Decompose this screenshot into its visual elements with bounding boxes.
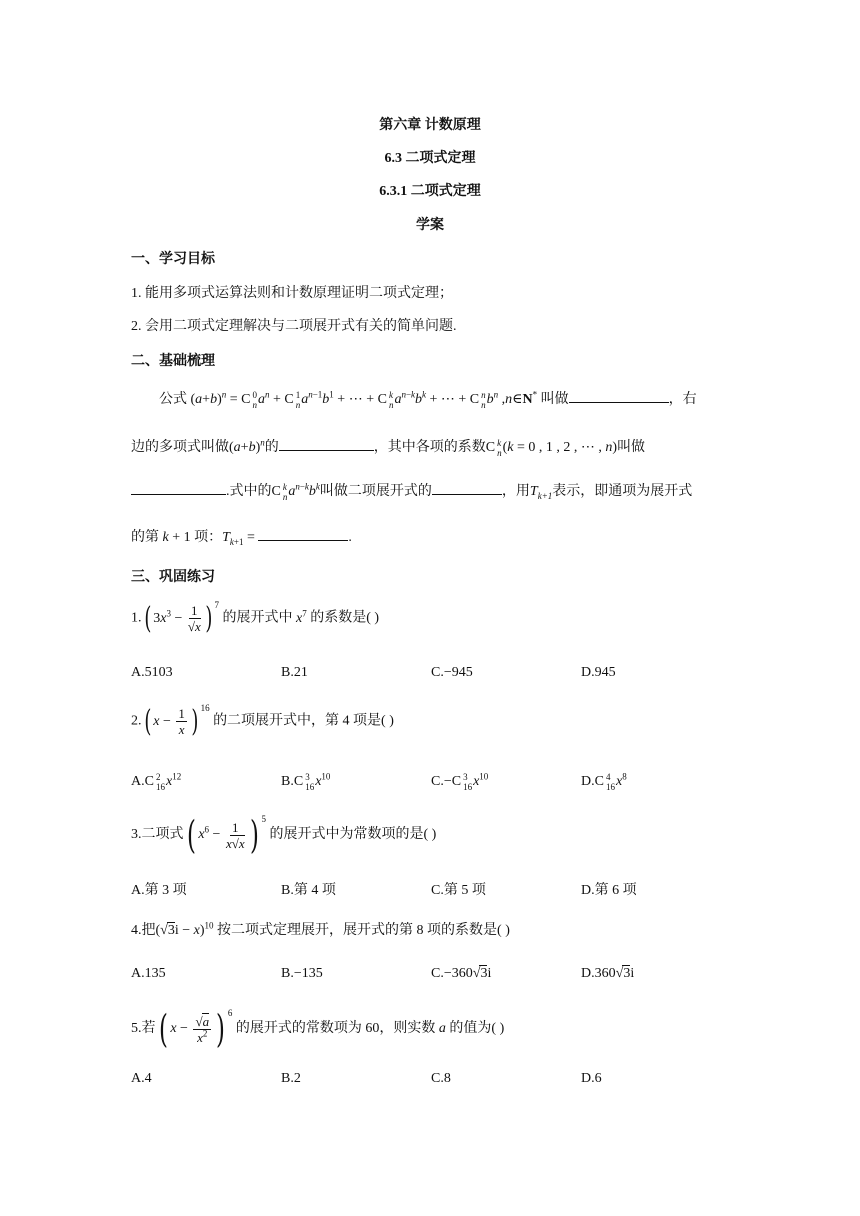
q5-option-a[interactable]: A.4 — [131, 1071, 152, 1086]
option-label: C. — [431, 774, 444, 790]
term-symbol: $T_{k+1}$ — [529, 484, 553, 501]
q2-option-c[interactable]: C.−C 3 16 $x^{10}$ — [431, 771, 489, 792]
question-stem: 按二项式定理展开，展开式的第 8 项的系数是( ) — [217, 923, 510, 938]
answer-blank[interactable] — [432, 482, 502, 495]
binomial-formula: $(a+b)^n = C$ 0 n $a^n + C$ 1 n $a^{n-1}b^1$ + ⋯ + C k n $a^{n-k}b^k$ + ⋯ + C n n $b^n$ ,n∈N* — [190, 389, 538, 410]
q1-option-b[interactable]: B.21 — [281, 665, 308, 680]
question-number: 4.把 — [131, 923, 156, 938]
basics-text: ，用 — [501, 484, 530, 499]
question-1 — [131, 599, 380, 636]
term-symbol: $T_{k+1}$ = — [222, 530, 259, 547]
answer-blank[interactable] — [131, 482, 226, 495]
answer-blank[interactable] — [279, 438, 374, 451]
basics-text: 叫做 — [617, 440, 646, 455]
question-expr: ( x − $\frac{1}{x}$ ) $^{16}$ — [143, 702, 210, 739]
question-stem: 的展开式中 — [222, 610, 293, 626]
q5-option-b[interactable]: B.2 — [281, 1071, 301, 1086]
question-expr: ( x − $\frac{√a}{x^2}$ ) $^6$ — [158, 1007, 233, 1051]
goals-heading: 一、学习目标 — [131, 252, 215, 267]
goal-item-1: 1. 能用多项式运算法则和计数原理证明二项式定理； — [131, 286, 453, 301]
question-stem: 的展开式中为常数项的是( ) — [269, 827, 437, 843]
question-number: 1. — [131, 610, 142, 626]
option-label: B. — [281, 774, 294, 790]
subsection-title: 6.3.1 二项式定理 — [379, 184, 481, 199]
q3-option-d[interactable]: D.第 6 项 — [581, 883, 637, 898]
q4-option-a[interactable]: A.135 — [131, 966, 166, 981]
option-label: A. — [131, 774, 145, 790]
basics-text: 边的多项式叫做 — [131, 440, 229, 455]
basics-text: ，其中各项的系数 — [373, 440, 486, 455]
question-5 — [131, 1007, 505, 1051]
basics-text: 叫做二项展开式的 — [319, 484, 432, 499]
practice-heading: 三、巩固练习 — [131, 570, 215, 585]
goal-item-2: 2. 会用二项式定理解决与二项展开式有关的简单问题. — [131, 319, 457, 334]
basics-line-4: 的第 k + 1 项：$T_{k+1}$ = . — [131, 530, 352, 547]
basics-text: .式中的 — [226, 484, 272, 499]
q2-option-d[interactable]: D.C 4 16 $x^8$ — [581, 771, 627, 792]
section-title: 6.3 二项式定理 — [384, 151, 476, 166]
binomial-expr: $(a+b)^n$ — [229, 437, 265, 455]
option-label: C. — [431, 966, 444, 981]
q4-option-d[interactable]: D.360√3i — [581, 966, 635, 981]
variable-a: a — [435, 1021, 450, 1037]
basics-line-3 — [131, 480, 692, 502]
basics-text: 的第 — [131, 530, 159, 545]
answer-blank[interactable] — [258, 528, 348, 541]
q1-option-c[interactable]: C.−945 — [431, 665, 473, 680]
option-label: D. — [581, 774, 595, 790]
chapter-title: 第六章 计数原理 — [379, 118, 481, 133]
question-stem: 的系数是( ) — [310, 610, 380, 626]
question-stem: 的值为( ) — [449, 1021, 505, 1037]
basics-line-2 — [131, 436, 645, 458]
question-expr: $x^7$ — [295, 608, 307, 626]
question-number: 2. — [131, 713, 142, 729]
question-expr: ( $3x^3$ − $\frac{1}{√x}$ ) $^7$ — [143, 599, 219, 636]
basics-text: 叫做 — [540, 392, 569, 407]
q3-option-b[interactable]: B.第 4 项 — [281, 883, 336, 898]
question-stem: 的二项展开式中，第 4 项是( ) — [213, 713, 394, 729]
document-type: 学案 — [416, 218, 444, 233]
basics-text: 项： — [194, 530, 223, 545]
basics-text: 表示，即通项为展开式 — [552, 484, 693, 499]
general-term-expr: C k n $a^{n-k}b^k$ — [271, 481, 320, 502]
basics-heading: 二、基础梳理 — [131, 354, 215, 369]
q3-option-c[interactable]: C.第 5 项 — [431, 883, 486, 898]
q2-option-a[interactable]: A.C 2 16 $x^{12}$ — [131, 771, 182, 792]
q5-option-d[interactable]: D.6 — [581, 1071, 602, 1086]
question-4 — [131, 919, 510, 939]
q2-option-b[interactable]: B.C 3 16 $x^{10}$ — [281, 771, 331, 792]
question-stem: 的展开式的常数项为 60，则实数 — [235, 1021, 436, 1037]
question-2 — [131, 702, 394, 739]
basics-text: 公式 — [159, 392, 187, 407]
question-expr: ( $x^6$ − $\frac{1}{x√x}$ ) $^5$ — [186, 813, 266, 857]
q1-option-d[interactable]: D.945 — [581, 665, 616, 680]
option-label: D. — [581, 966, 595, 981]
term-index: k + 1 — [162, 530, 195, 545]
basics-text: 的 — [264, 440, 279, 455]
q5-option-c[interactable]: C.8 — [431, 1071, 451, 1086]
answer-blank[interactable] — [569, 390, 669, 403]
question-number: 3.二项式 — [131, 827, 184, 843]
q4-option-c[interactable]: C.−360√3i — [431, 966, 492, 981]
basics-line-1 — [159, 388, 697, 410]
q1-option-a[interactable]: A.5103 — [131, 665, 173, 680]
basics-text: ，右 — [668, 392, 697, 407]
coefficient-expr: C k n (k = 0 , 1 , 2 , ⋯ , n) — [485, 437, 618, 458]
question-number: 5.若 — [131, 1021, 156, 1037]
question-expr: $(√3i - x)^{10}$ — [155, 920, 214, 938]
q4-option-b[interactable]: B.−135 — [281, 966, 323, 981]
q3-option-a[interactable]: A.第 3 项 — [131, 883, 187, 898]
question-3 — [131, 813, 437, 857]
